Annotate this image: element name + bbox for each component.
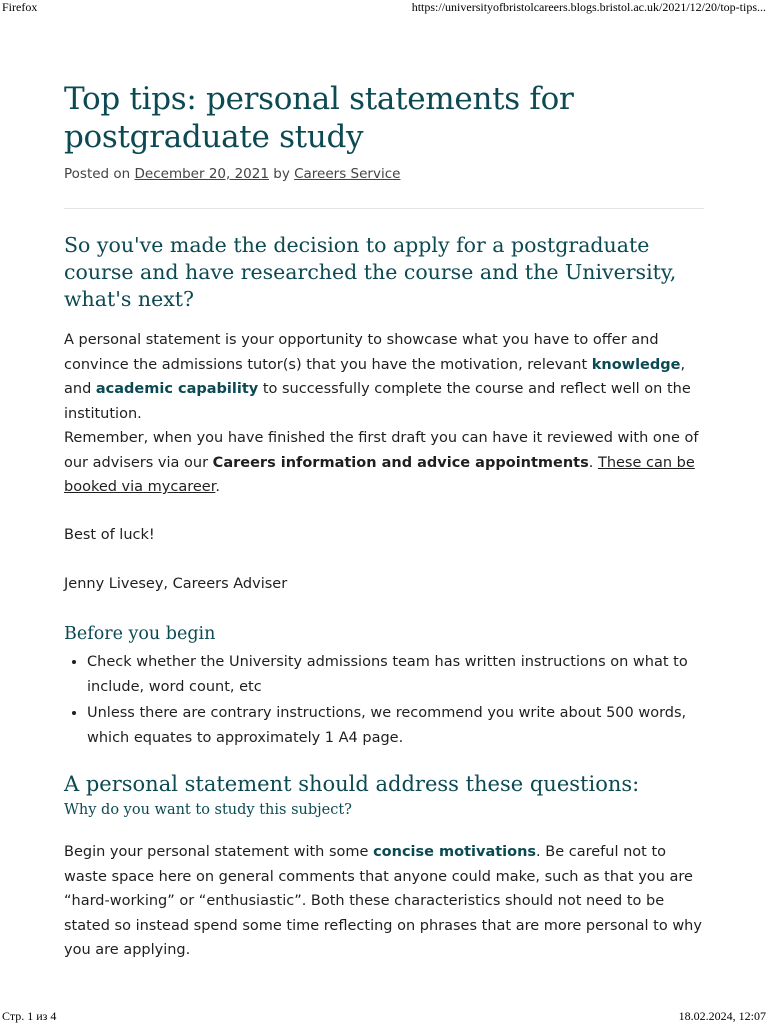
header-divider [64, 208, 704, 209]
print-header [0, 0, 768, 16]
appointments-bold: Careers information and advice appointments [212, 454, 589, 471]
signature-paragraph: Jenny Livesey, Careers Adviser [64, 576, 288, 592]
intro-paragraph [64, 328, 704, 426]
knowledge-link[interactable]: knowledge [591, 356, 681, 373]
by-label: by [273, 166, 290, 182]
author-link[interactable]: Careers Service [294, 166, 401, 182]
lead-heading: So you've made the decision to apply for a postgraduate course and have researched the course and the University, what's next? [64, 233, 677, 311]
intro-text-1: A personal statement is your opportunity to showcase what you have to offer and convince the admissions tutor(s) that you have the motivation, relevant [64, 332, 659, 373]
before-you-begin-heading: Before you begin [64, 624, 216, 644]
questions-heading: A personal statement should address these questions: [64, 772, 640, 796]
post-meta [64, 165, 400, 183]
print-header-app-name: Firefox [2, 0, 38, 14]
list-item: • Unless there are contrary instructions, we recommend you write about 500 words, which equates to approximately 1 A4 page. [87, 701, 704, 752]
print-footer [0, 1009, 768, 1025]
mycareer-link[interactable]: These can be booked via mycareer [64, 454, 695, 496]
review-text-3: . [215, 479, 220, 496]
motivation-text-2: . Be careful not to waste space here on general comments that anyone could make, such as that you are “hard-working” or “enthusiastic”. Both these characteristics should not need to be stated so instead spend some time reflecting on phrases that are more personal to why you are applying. [64, 844, 702, 959]
intro-text-2: , and [64, 356, 686, 398]
print-timestamp: 18.02.2024, 12:07 [678, 1009, 766, 1023]
concise-motivations-link[interactable]: concise motivations [373, 844, 537, 860]
best-of-luck-paragraph: Best of luck! [64, 527, 155, 543]
post-date-link[interactable]: December 20, 2021 [134, 166, 269, 182]
motivation-text-1: Begin your personal statement with some [64, 844, 374, 860]
review-text-1: Remember, when you have finished the first draft you can have it reviewed with one of our advisers via our [64, 430, 699, 471]
posted-on-label: Posted on [64, 166, 131, 182]
article-title: Top tips: personal statements for postgraduate study [64, 81, 574, 155]
intro-text-3: to successfully complete the course and reflect well on the institution. [64, 381, 691, 422]
why-study-heading: Why do you want to study this subject? [64, 802, 352, 818]
review-text-2: . [588, 454, 598, 471]
list-item: • Check whether the University admissions team has written instructions on what to include, word count, etc [87, 650, 704, 701]
motivation-paragraph [64, 840, 704, 963]
print-header-url: https://universityofbristolcareers.blogs.bristol.ac.uk/2021/12/20/top-tips... [411, 0, 766, 14]
page-counter: Стр. 1 из 4 [2, 1009, 57, 1023]
before-you-begin-list [64, 650, 704, 752]
academic-capability-link[interactable]: academic capability [95, 381, 259, 398]
review-paragraph [64, 426, 704, 500]
